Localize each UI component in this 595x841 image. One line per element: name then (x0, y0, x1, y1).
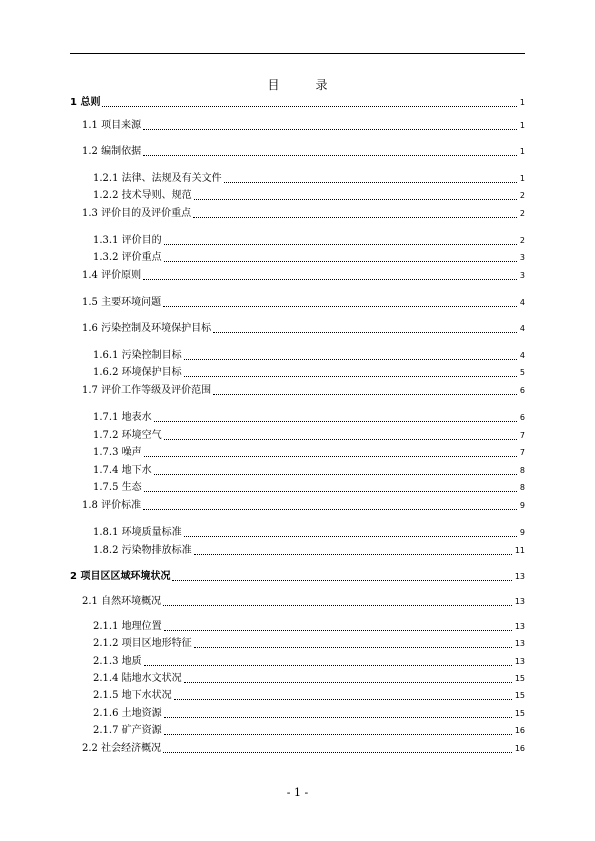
toc-entry[interactable] (82, 146, 525, 158)
toc-entry-label: 1.6.2 环境保护目标 (93, 367, 182, 378)
toc-entry-label: 1.5 主要环境问题 (82, 297, 162, 308)
title-char-right: 录 (315, 78, 328, 92)
toc-entry-label: 1.3.1 评价目的 (93, 235, 162, 246)
toc-entry-label: 1.7 评价工作等级及评价范围 (82, 385, 212, 396)
toc-leader-dots (164, 716, 512, 718)
toc-entry-label: 1.7.3 噪声 (93, 447, 142, 458)
toc-leader-dots (184, 358, 517, 360)
toc-entry[interactable] (82, 596, 525, 608)
toc-entry-label: 1 总则 (70, 97, 101, 108)
toc-entry-page: 13 (514, 622, 525, 631)
toc-entry-page: 13 (514, 639, 525, 648)
toc-entry-page: 4 (519, 324, 525, 333)
toc-entry[interactable] (93, 465, 525, 477)
toc-leader-dots (194, 646, 512, 648)
toc-leader-dots (194, 198, 517, 200)
toc-entry-page: 15 (514, 674, 525, 683)
toc-leader-dots (184, 535, 517, 537)
toc-entry-page: 8 (519, 466, 525, 475)
toc-entry-label: 1.8.1 环境质量标准 (93, 527, 182, 538)
toc-entry-page: 5 (519, 368, 525, 377)
toc-leader-dots (172, 579, 511, 581)
toc-leader-dots (143, 128, 517, 130)
toc-entry[interactable] (82, 270, 525, 282)
toc-entry-label: 2 项目区区域环境状况 (70, 571, 171, 582)
toc-entry[interactable] (93, 367, 525, 379)
toc-leader-dots (174, 698, 512, 700)
toc-entry[interactable] (93, 638, 525, 650)
toc-entry[interactable] (70, 97, 525, 109)
toc-entry-label: 1.7.5 生态 (93, 482, 142, 493)
toc-entry-page: 6 (519, 386, 525, 395)
toc-entry-label: 1.7.2 环境空气 (93, 430, 162, 441)
toc-entry[interactable] (93, 190, 525, 202)
toc-leader-dots (224, 181, 517, 183)
toc-entry-page: 1 (519, 147, 525, 156)
toc-entry-page: 16 (514, 726, 525, 735)
toc-entry[interactable] (93, 545, 525, 557)
toc-entry-page: 3 (519, 271, 525, 280)
toc-entry-page: 11 (514, 546, 525, 555)
toc-leader-dots (163, 751, 512, 753)
toc-entry-page: 13 (514, 657, 525, 666)
toc-entry[interactable] (82, 743, 525, 755)
toc-leader-dots (164, 260, 517, 262)
toc-leader-dots (102, 105, 516, 107)
toc-entry-page: 9 (519, 501, 525, 510)
toc-leader-dots (213, 331, 517, 333)
toc-entry[interactable] (82, 297, 525, 309)
toc-entry-label: 1.2 编制依据 (82, 146, 142, 157)
toc-entry-label: 2.1.4 陆地水文状况 (93, 673, 182, 684)
toc-leader-dots (163, 305, 517, 307)
toc-entry[interactable] (93, 252, 525, 264)
toc-entry[interactable] (93, 482, 525, 494)
toc-entry[interactable] (70, 571, 525, 583)
toc-entry-page: 4 (519, 351, 525, 360)
toc-entry-page: 2 (519, 191, 525, 200)
toc-leader-dots (164, 629, 512, 631)
toc-entry-page: 6 (519, 413, 525, 422)
toc-entry-label: 1.7.4 地下水 (93, 465, 152, 476)
header-rule (70, 53, 525, 54)
toc-entry-page: 4 (519, 298, 525, 307)
toc-leader-dots (184, 375, 517, 377)
title-char-left: 目 (267, 78, 280, 92)
toc-entry[interactable] (93, 708, 525, 720)
toc-entry-page: 13 (514, 597, 525, 606)
toc-entry-label: 1.8 评价标准 (82, 500, 142, 511)
toc-entry-label: 1.6.1 污染控制目标 (93, 350, 182, 361)
toc-leader-dots (143, 154, 517, 156)
toc-entry-label: 2.2 社会经济概况 (82, 743, 162, 754)
toc-entry-label: 1.2.2 技术导则、规范 (93, 190, 192, 201)
toc-entry-label: 1.8.2 污染物排放标准 (93, 545, 192, 556)
toc-entry[interactable] (93, 430, 525, 442)
toc-entry-page: 7 (519, 431, 525, 440)
toc-entry-label: 2.1.5 地下水状况 (93, 690, 172, 701)
toc-entry-label: 2.1.7 矿产资源 (93, 725, 162, 736)
toc-entry-label: 1.7.1 地表水 (93, 412, 152, 423)
toc-entry-label: 2.1.2 项目区地形特征 (93, 638, 192, 649)
toc-leader-dots (164, 243, 517, 245)
toc-entry-page: 2 (519, 209, 525, 218)
toc-entry-page: 9 (519, 528, 525, 537)
toc-entry-page: 1 (519, 174, 525, 183)
toc-entry[interactable] (93, 173, 525, 185)
toc-leader-dots (163, 604, 512, 606)
toc-entry[interactable] (93, 447, 525, 459)
toc-entry[interactable] (93, 673, 525, 685)
toc-entry[interactable] (93, 350, 525, 362)
toc-entry[interactable] (93, 725, 525, 737)
toc-entry[interactable] (93, 621, 525, 633)
toc-entry-label: 2.1 自然环境概况 (82, 596, 162, 607)
toc-entry-label: 1.3.2 评价重点 (93, 252, 162, 263)
toc-leader-dots (213, 393, 517, 395)
toc-leader-dots (144, 455, 517, 457)
toc-leader-dots (164, 733, 512, 735)
toc-entry[interactable] (82, 208, 525, 220)
toc-entry[interactable] (82, 500, 525, 512)
toc-entry-label: 1.3 评价目的及评价重点 (82, 208, 192, 219)
toc-leader-dots (154, 420, 517, 422)
toc-entry-page: 1 (519, 121, 525, 130)
page-title (0, 76, 595, 93)
page-number-footer: - 1 - (286, 786, 309, 799)
toc-entry[interactable] (93, 656, 525, 668)
toc-entry-label: 2.1.6 土地资源 (93, 708, 162, 719)
toc-entry[interactable] (93, 527, 525, 539)
toc-leader-dots (144, 490, 517, 492)
toc-entry-page: 2 (519, 236, 525, 245)
toc-entry-page: 3 (519, 253, 525, 262)
toc-entry-page: 15 (514, 709, 525, 718)
toc-entry[interactable] (93, 412, 525, 424)
toc-entry-page: 7 (519, 448, 525, 457)
toc-leader-dots (143, 278, 517, 280)
toc-leader-dots (194, 553, 512, 555)
toc-entry-label: 1.4 评价原则 (82, 270, 142, 281)
toc-leader-dots (144, 664, 512, 666)
toc-entry-label: 2.1.1 地理位置 (93, 621, 162, 632)
toc-leader-dots (143, 508, 517, 510)
toc-entry-page: 16 (514, 744, 525, 753)
toc-entry[interactable] (82, 385, 525, 397)
toc-entry-page: 8 (519, 483, 525, 492)
toc-leader-dots (154, 473, 517, 475)
toc-entry-label: 1.6 污染控制及环境保护目标 (82, 323, 212, 334)
toc-entry[interactable] (82, 120, 525, 132)
toc-entry-label: 1.2.1 法律、法规及有关文件 (93, 173, 222, 184)
toc-entry-page: 1 (519, 98, 525, 107)
toc-entry[interactable] (82, 323, 525, 335)
toc-entry-page: 15 (514, 691, 525, 700)
toc-entry[interactable] (93, 690, 525, 702)
toc-entry-label: 1.1 项目来源 (82, 120, 142, 131)
toc-leader-dots (184, 681, 512, 683)
toc-entry-label: 2.1.3 地质 (93, 656, 142, 667)
toc-leader-dots (164, 438, 517, 440)
toc-leader-dots (193, 216, 517, 218)
toc-entry[interactable] (93, 235, 525, 247)
toc-entry-page: 13 (514, 572, 525, 581)
